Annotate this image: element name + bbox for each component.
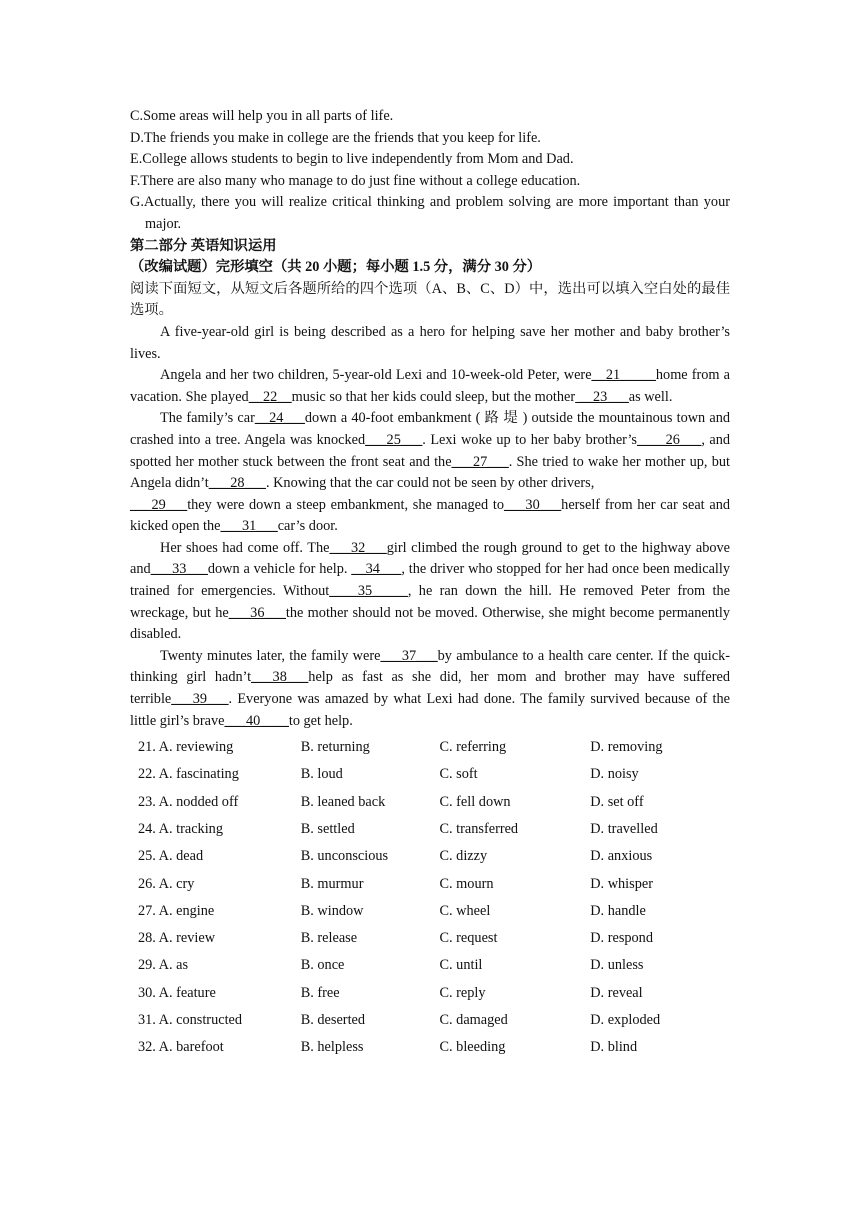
option-g-line: G.Actually, there you will realize critical thinking and problem solving are more important than your major.	[130, 194, 730, 232]
choice-c: C. mourn	[439, 875, 494, 892]
answer-options-table	[130, 734, 730, 1062]
choice-b: B. free	[300, 984, 340, 1001]
passage-paragraph-3: The family’s car__24___down a 40-foot embankment ( 路 堤 ) outside the mountainous town and crashed into a tree. Angela was knocked___25___. Lexi woke up to her baby brother’s____26___, and spotted her mother stuck between the front seat and the___27___. She tried to wake her mother up, but Angela didn’t___28___. Knowing that the car could not be seen by other drivers,	[130, 410, 731, 492]
option-d-line: D.The friends you make in college are the friends that you keep for life.	[130, 129, 541, 146]
choice-d: D. whisper	[590, 875, 653, 892]
choice-d: D. exploded	[590, 1012, 661, 1029]
choice-b: B. leaned back	[300, 793, 386, 810]
choice-c: C. bleeding	[439, 1039, 506, 1056]
choice-b: B. returning	[300, 739, 370, 756]
option-row-22	[130, 762, 730, 789]
option-e-line: E.College allows students to begin to live independently from Mom and Dad.	[130, 151, 574, 168]
option-row-30	[130, 980, 730, 1007]
choice-d: D. unless	[590, 957, 644, 974]
choice-b: B. release	[300, 930, 358, 947]
choice-a: 24. A. tracking	[138, 820, 223, 837]
passage-paragraph-5: Twenty minutes later, the family were___37___by ambulance to a health care center. If the quick-thinking girl hadn’t___38___help as fast as she did, her mom and brother may have suffered terrible___39___. Everyone was amazed by what Lexi had done. The family survived because of the little girl’s brave___40____to get help.	[130, 647, 730, 729]
choice-b: B. murmur	[300, 875, 364, 892]
choice-a: 30. A. feature	[138, 984, 216, 1001]
choice-a: 28. A. review	[138, 930, 216, 947]
blank-21: __21_____	[591, 367, 656, 384]
blank-28: ___28___	[208, 475, 266, 492]
option-row-23	[130, 789, 730, 816]
blank-31: ___31___	[220, 518, 278, 535]
option-row-31	[130, 1007, 730, 1034]
choice-a: 22. A. fascinating	[138, 766, 239, 783]
option-row-32	[130, 1034, 730, 1061]
choice-c: C. fell down	[439, 793, 511, 810]
blank-38: ___38___	[251, 669, 309, 686]
option-row-24	[130, 816, 730, 843]
choice-b: B. helpless	[300, 1039, 364, 1056]
blank-25: ___25___	[365, 431, 423, 448]
blank-37: ___37___	[380, 647, 438, 664]
choice-c: C. reply	[439, 984, 486, 1001]
choice-d: D. blind	[590, 1039, 638, 1056]
choice-a: 23. A. nodded off	[138, 793, 239, 810]
blank-26: ____26___	[637, 431, 702, 448]
choice-d: D. reveal	[590, 984, 643, 1001]
choice-c: C. transferred	[439, 820, 519, 837]
choice-c: C. referring	[439, 739, 507, 756]
choice-b: B. unconscious	[300, 848, 389, 865]
choice-b: B. settled	[300, 820, 355, 837]
instructions: 阅读下面短文，从短文后各题所给的四个选项（A、B、C、D）中，选出可以填入空白处的最佳选项。	[130, 280, 730, 319]
option-c-line: C.Some areas will help you in all parts of life.	[130, 108, 394, 124]
choice-a: 27. A. engine	[138, 902, 215, 919]
choice-a: 26. A. cry	[138, 875, 195, 892]
choice-c: C. wheel	[439, 902, 491, 919]
choice-d: D. handle	[590, 902, 646, 919]
blank-22: __22__	[248, 388, 292, 405]
blank-35: ____35_____	[329, 583, 408, 600]
section-title: 第二部分 英语知识运用	[130, 237, 277, 254]
passage-paragraph-4: Her shoes had come off. The___32___girl climbed the rough ground to get to the highway above and___33___down a vehicle for help. __34___, the driver who stopped for her had once been medically trained for emergencies. Without____35_____, he ran down the hill. He removed Peter from the wreckage, but he___36___the mother should not be moved. Otherwise, she might become permanently disabled.	[130, 539, 731, 643]
blank-32: ___32___	[329, 539, 387, 556]
choice-a: 32. A. barefoot	[138, 1039, 224, 1056]
choice-d: D. removing	[590, 739, 663, 756]
choice-a: 25. A. dead	[138, 848, 204, 865]
blank-27: ___27___	[451, 453, 509, 470]
option-row-25	[130, 843, 730, 870]
choice-a: 31. A. constructed	[138, 1012, 243, 1029]
blank-30: ___30___	[503, 496, 562, 513]
subsection-title: （改编试题）完形填空（共 20 小题；每小题 1.5 分，满分 30 分）	[130, 259, 542, 276]
passage-paragraph-1: A five-year-old girl is being described as a hero for helping save her mother and baby brother’s lives.	[130, 323, 730, 362]
choice-d: D. respond	[590, 930, 653, 947]
passage-paragraph-2: Angela and her two children, 5-year-old Lexi and 10-week-old Peter, were__21_____home from a vacation. She played__22__music so that her kids could sleep, but the mother __23___as well.	[130, 367, 730, 405]
option-row-28	[130, 925, 730, 952]
choice-d: D. noisy	[590, 766, 639, 783]
choice-b: B. window	[300, 902, 364, 919]
choice-b: B. deserted	[300, 1012, 366, 1029]
blank-29: ___29___	[130, 496, 188, 513]
blank-40: ___40____	[224, 712, 289, 729]
option-row-21	[130, 734, 730, 761]
blank-23: __23___	[575, 388, 629, 405]
blank-24: __24___	[254, 410, 305, 427]
blank-33: ___33___	[150, 561, 208, 578]
choice-c: C. request	[439, 930, 498, 947]
blank-34: __34___	[351, 561, 402, 578]
choice-c: C. soft	[439, 766, 478, 783]
choice-c: C. until	[439, 957, 483, 974]
choice-c: C. damaged	[439, 1012, 508, 1029]
option-row-26	[130, 871, 730, 898]
choice-a: 29. A. as	[138, 957, 189, 974]
blank-36: ___36___	[228, 604, 286, 621]
previous-options	[130, 106, 730, 236]
choice-a: 21. A. reviewing	[138, 739, 234, 756]
choice-d: D. travelled	[590, 820, 658, 837]
option-row-27	[130, 898, 730, 925]
choice-c: C. dizzy	[439, 848, 488, 865]
blank-39: ___39___	[171, 691, 229, 708]
option-f-line: F.There are also many who manage to do just fine without a college education.	[130, 172, 581, 189]
choice-b: B. loud	[300, 766, 343, 783]
choice-d: D. set off	[590, 793, 644, 810]
choice-b: B. once	[300, 957, 345, 974]
choice-d: D. anxious	[590, 848, 653, 865]
passage-paragraph-3b: ___29___they were down a steep embankment, she managed to___30___herself from her car seat and kicked open the___31___car’s door.	[130, 496, 730, 535]
option-row-29	[130, 953, 730, 980]
